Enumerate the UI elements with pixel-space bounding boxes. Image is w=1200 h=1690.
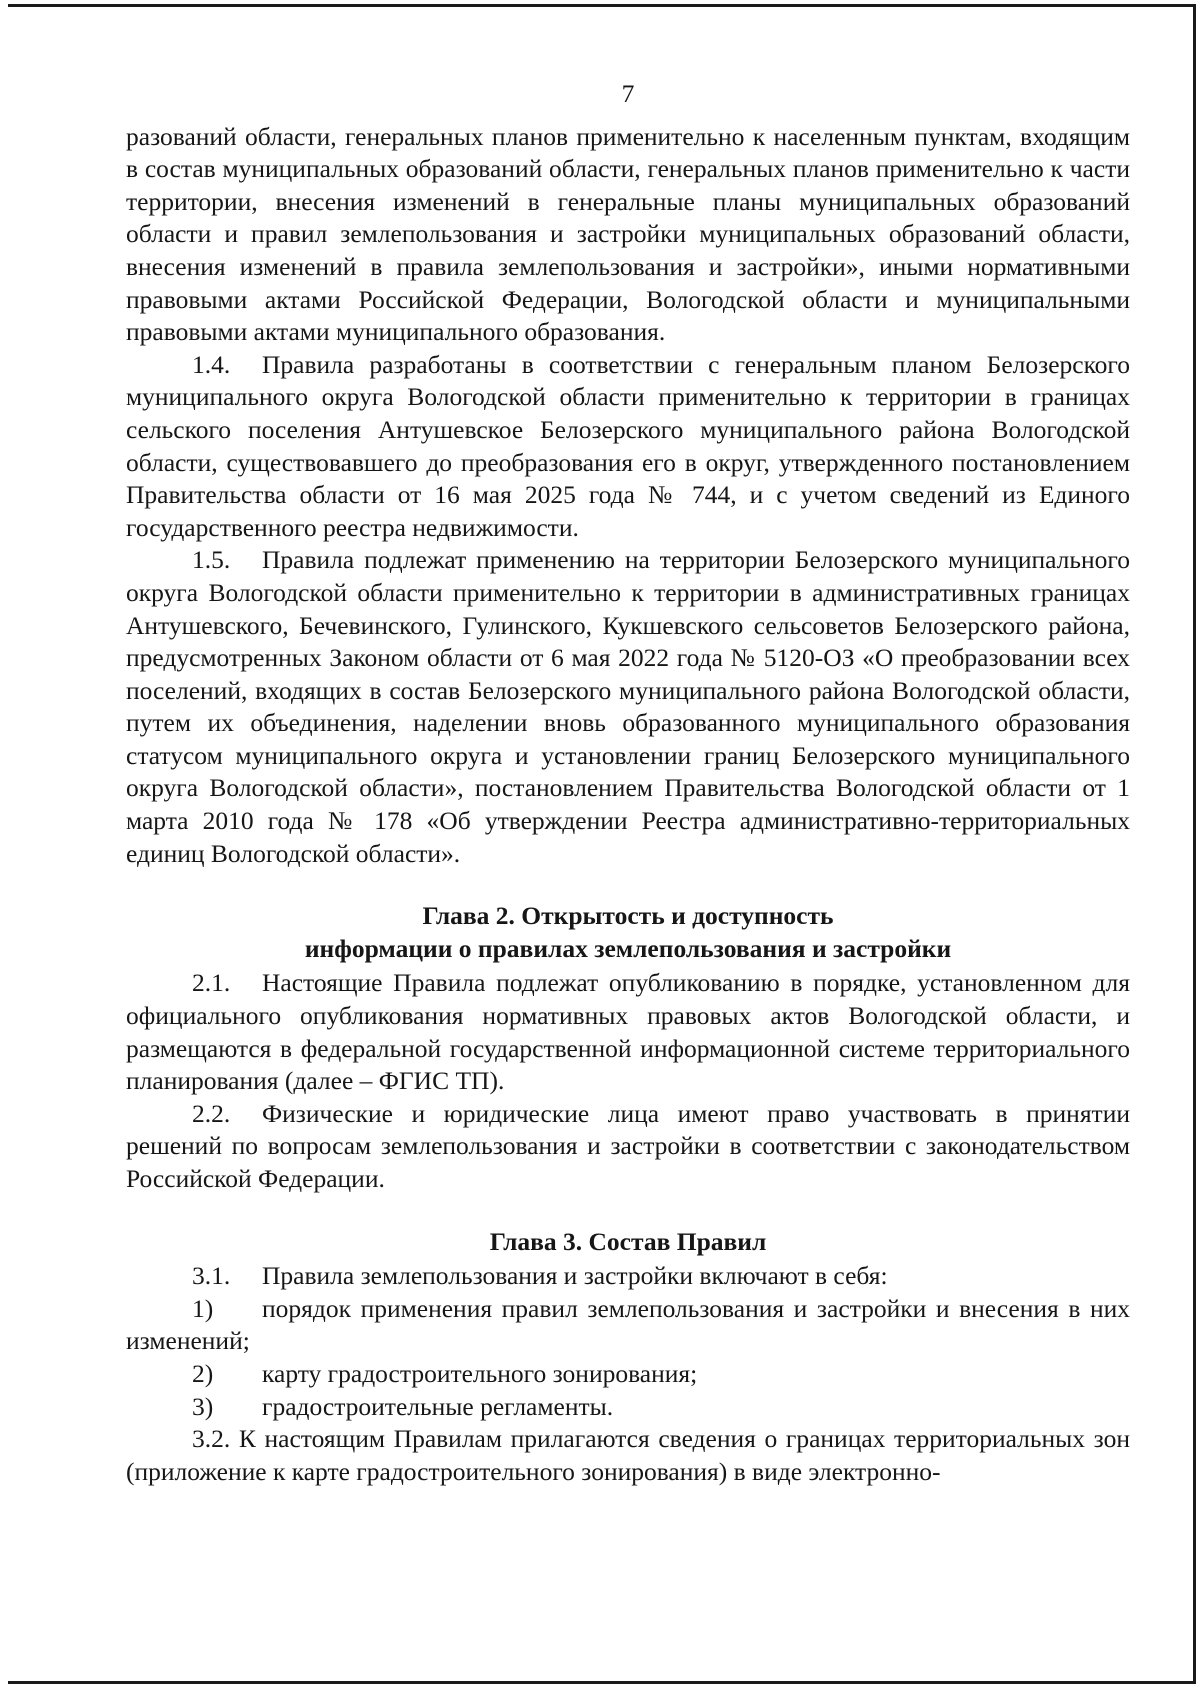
list-item-text: порядок применения правил землепользования и застройки и внесения в них изменений; (126, 1293, 1130, 1356)
scan-border-right (1193, 4, 1196, 1684)
paragraph-1-5 (126, 544, 1130, 870)
paragraph-text: Правила подлежат применению на территории Белозерского муниципального округа Вологодской области применительно к территории в административных границах Антушевского, Бечевинского, Гулинского, Кукшевского сельсоветов Белозерского района, предусмотренных Законом области от 6 мая 2022 года № 5120-ОЗ «О преобразовании всех поселений, входящих в состав Белозерского муниципального района Вологодской области, путем их объединения, наделении вновь образованного муниципального образования статусом муниципального округа и установлении границ Белозерского муниципального округа Вологодской области», постановлением Правительства Вологодской области от 1 марта 2010 года № 178 «Об утверждении Реестра административно-территориальных единиц Вологодской области». (126, 545, 1130, 868)
paragraph-2-2 (126, 1098, 1130, 1196)
intro-paragraph: разований области, генеральных планов применительно к населенным пунктам, входящим в состав муниципальных образований области, генеральных планов применительно к части территории, внесения изменений в генеральные планы муниципальных образований области и правил землепользования и застройки муниципальных образований области, внесения изменений в правила землепользования и застройки», иными нормативными правовыми актами Российской Федерации, Вологодской области и муниципальными правовыми актами муниципального образования. (126, 121, 1130, 347)
paragraph-text: Правила землепользования и застройки включают в себя: (262, 1261, 888, 1291)
list-item-2 (126, 1358, 1130, 1391)
paragraph-number: 2.1. (192, 968, 231, 998)
chapter-3-heading (126, 1226, 1130, 1259)
paragraph-number: 1.4. (192, 349, 231, 379)
paragraph-3-2: 3.2. К настоящим Правилам прилагаются сведения о границах территориальных зон (приложение к карте градостроительного зонирования) в виде электронно- (126, 1424, 1130, 1486)
list-item-number: 3) (192, 1391, 214, 1421)
chapter-2-heading (126, 900, 1130, 965)
chapter-2-title-line1: Глава 2. Открытость и доступность (422, 901, 834, 931)
document-body (126, 78, 1130, 1488)
chapter-3-title: Глава 3. Состав Правил (489, 1226, 767, 1256)
scan-border-top (8, 4, 1194, 7)
chapter-2-title-line2: информации о правилах землепользования и застройки (304, 933, 952, 963)
list-item-3 (126, 1391, 1130, 1424)
list-item-number: 1) (192, 1293, 214, 1323)
page-number: 7 (621, 79, 635, 108)
paragraph-number: 2.2. (192, 1098, 231, 1128)
list-item-1 (126, 1293, 1130, 1358)
paragraph-text: Правила разработаны в соответствии с генеральным планом Белозерского муниципального округа Вологодской области применительно к территории в границах сельского поселения Антушевское Белозерского муниципального района Вологодской области, существовавшего до преобразования его в округ, утвержденного постановлением Правительства области от 16 мая 2025 года № 744, и с учетом сведений из Единого государственного реестра недвижимости. (126, 349, 1130, 542)
paragraph-3-1 (126, 1260, 1130, 1293)
paragraph-1-4 (126, 349, 1130, 545)
paragraph-text: Физические и юридические лица имеют право участвовать в принятии решений по вопросам землепользования и застройки в соответствии с законодательством Российской Федерации. (126, 1098, 1130, 1193)
paragraph-number: 1.5. (192, 545, 231, 575)
list-item-text: градостроительные регламенты. (262, 1391, 614, 1421)
list-item-text: карту градостроительного зонирования; (262, 1358, 698, 1388)
paragraph-text: Настоящие Правила подлежат опубликованию в порядке, установленном для официального опубликования нормативных правовых актов Вологодской области, и размещаются в федеральной государственной информационной системе территориального планирования (далее – ФГИС ТП). (126, 968, 1130, 1096)
list-item-number: 2) (192, 1358, 214, 1388)
paragraph-2-1 (126, 967, 1130, 1097)
scan-border-bottom (8, 1681, 1194, 1684)
paragraph-number: 3.1. (192, 1261, 231, 1291)
